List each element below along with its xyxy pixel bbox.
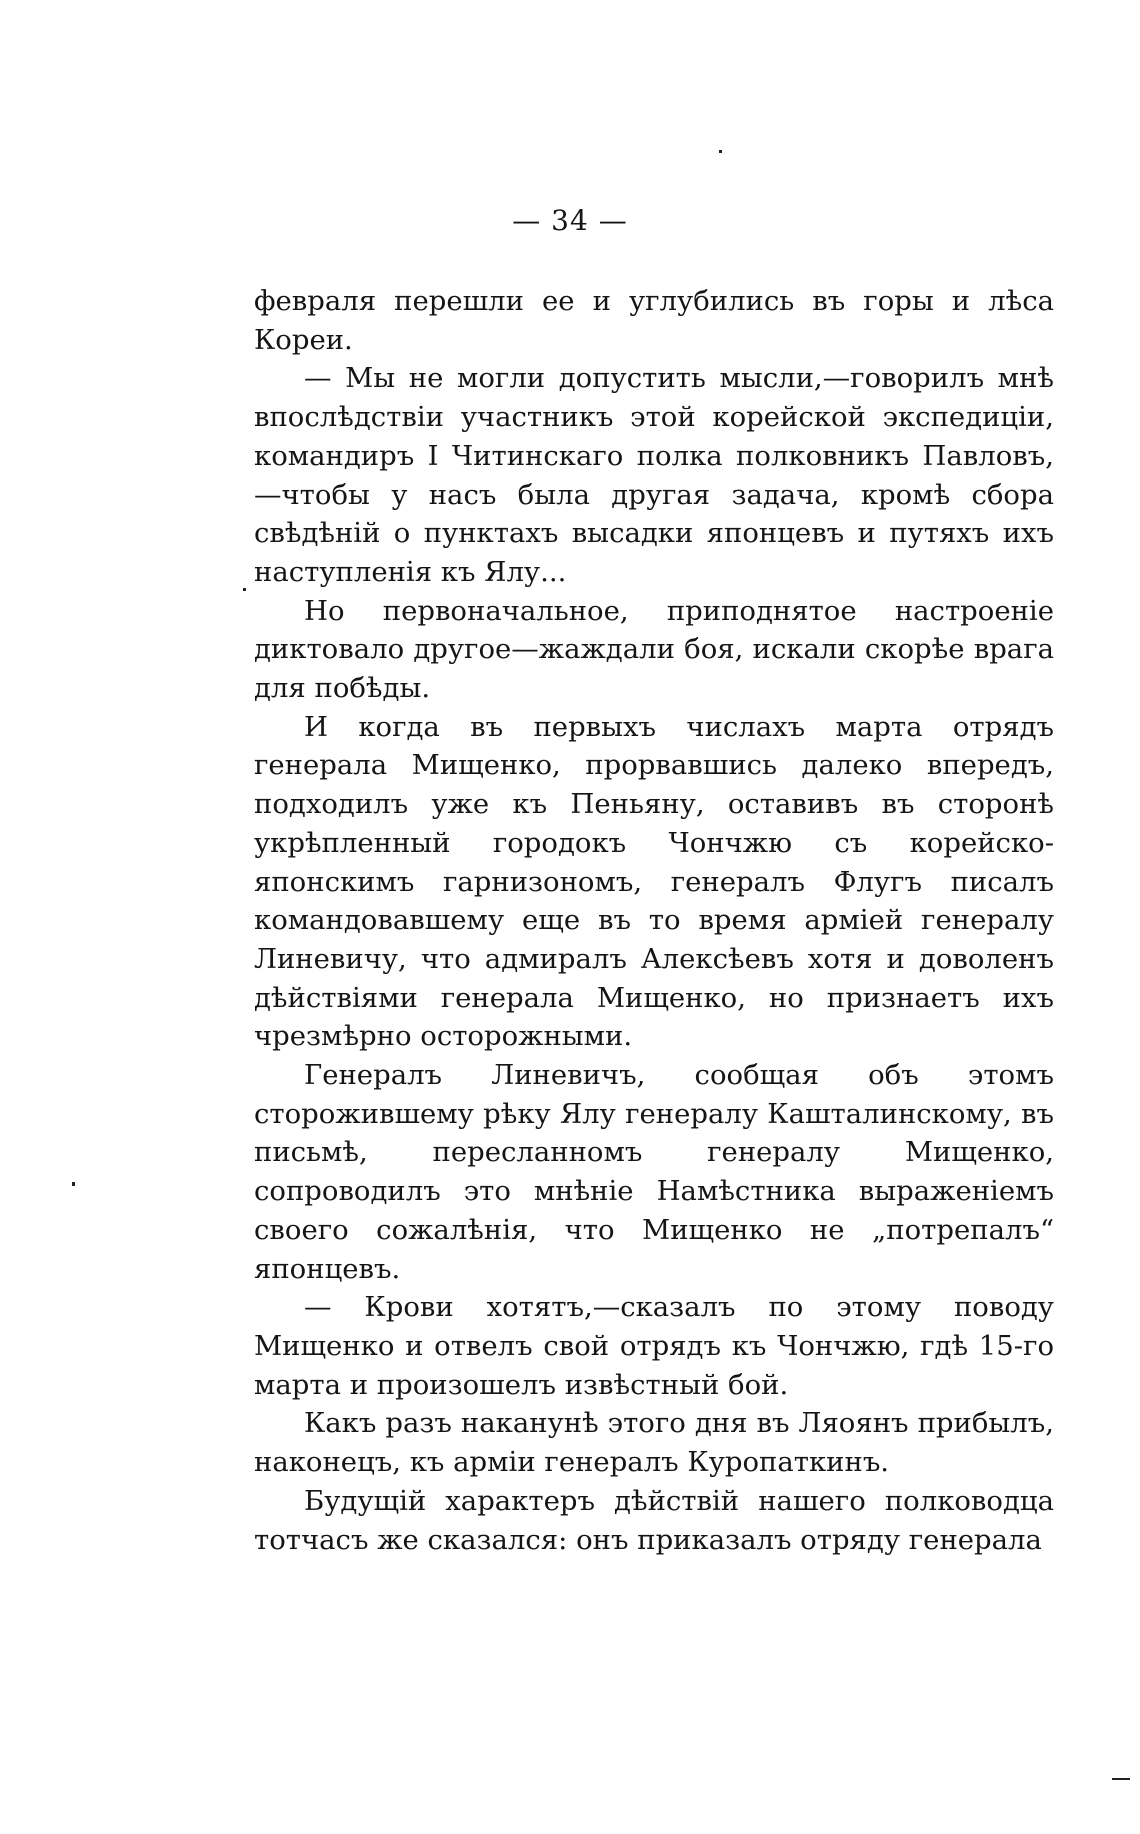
paragraph: И когда въ первыхъ числахъ марта отрядъ генерала Мищенко, прорвавшись далеко впередъ, подходилъ уже къ Пеньяну, оставивъ въ сторонѣ укрѣпленный городокъ Чончжю съ корейско-японскимъ гарнизономъ, генералъ Флугъ писалъ командовавшему еще въ то время армiей генералу Линевичу, что адмиралъ Алексѣевъ хотя и доволенъ дѣйствiями генерала Мищенко, но признаетъ ихъ чрезмѣрно осторожными. bbox=[254, 710, 1054, 1053]
page-number: — 34 — bbox=[512, 204, 628, 237]
scan-speck bbox=[243, 588, 246, 591]
paragraph: — Мы не могли допустить мысли,—говорилъ мнѣ впослѣдствiи участникъ этой корейской экспедицiи, командиръ I Читинскаго полка полковникъ Павловъ,—чтобы у насъ была другая задача, кромѣ сбора свѣдѣнiй о пунктахъ высадки японцевъ и путяхъ ихъ наступленiя къ Ялу... bbox=[254, 362, 1054, 588]
body-text bbox=[254, 282, 1054, 1559]
margin-dash bbox=[1112, 1778, 1130, 1780]
paragraph: Будущiй характеръ дѣйствiй нашего полководца тотчасъ же сказался: онъ приказалъ отряду генерала bbox=[254, 1484, 1054, 1556]
paragraph: Какъ разъ наканунѣ этого дня въ Ляоянъ прибылъ, наконецъ, къ армiи генералъ Куропаткинъ. bbox=[254, 1407, 1054, 1479]
paragraph: Генералъ Линевичъ, сообщая объ этомъ сторожившему рѣку Ялу генералу Кашталинскому, въ письмѣ, пересланномъ генералу Мищенко, сопроводилъ это мнѣнiе Намѣстника выраженiемъ своего сожалѣнiя, что Мищенко не „потрепалъ“ японцевъ. bbox=[254, 1059, 1054, 1285]
paragraph: февраля перешли ее и углубились въ горы и лѣса Кореи. bbox=[254, 285, 1054, 356]
paragraph: — Крови хотятъ,—сказалъ по этому поводу Мищенко и отвелъ свой отрядъ къ Чончжю, гдѣ 15-го марта и произошелъ извѣстный бой. bbox=[254, 1291, 1054, 1401]
paragraph: Но первоначальное, приподнятое настроенiе диктовало другое—жаждали боя, искали скорѣе врага для побѣды. bbox=[254, 594, 1054, 705]
scan-speck bbox=[72, 1182, 75, 1186]
scan-speck bbox=[719, 150, 722, 153]
